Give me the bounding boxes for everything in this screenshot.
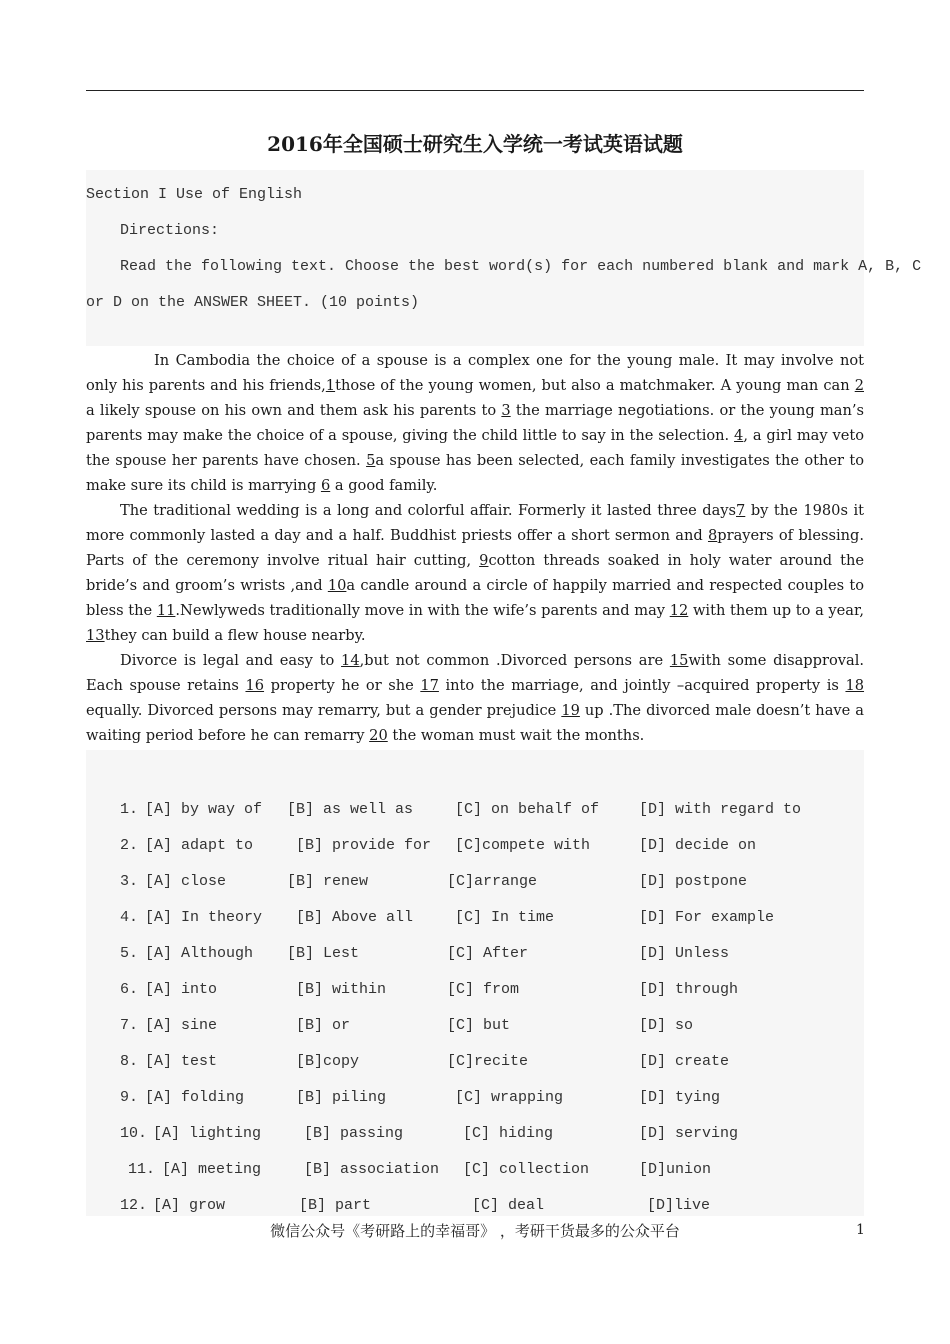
option-d: [D] For example bbox=[639, 909, 775, 926]
option-row bbox=[86, 1125, 864, 1149]
option-a: [A] test bbox=[145, 1053, 218, 1070]
section-header-box bbox=[86, 170, 922, 346]
passage-paragraph-3: Divorce is legal and easy to 14,but not common .Divorced persons are 15with some disapproval. Each spouse retains 16 property he or she 17 into the marriage, and jointly –acquired property is 18 equally. Divorced persons may remarry, but a gender prejudice 19 up .The divorced male doesn’t have a waiting period before he can remarry 20 the woman must wait the months. bbox=[86, 652, 865, 744]
option-number: 7. bbox=[120, 1017, 139, 1034]
option-a: [A] grow bbox=[153, 1197, 226, 1214]
option-row bbox=[86, 909, 864, 933]
blank-4: 4 bbox=[734, 427, 744, 444]
blank-8: 8 bbox=[707, 527, 718, 544]
blank-6: 6 bbox=[320, 477, 331, 494]
instructions-line-1: Read the following text. Choose the best word(s) for each numbered blank and mark A, B, C bbox=[120, 258, 922, 275]
option-c: [C] collection bbox=[463, 1161, 590, 1178]
option-b: [B] Lest bbox=[287, 945, 360, 962]
section-heading: Section I Use of English bbox=[86, 186, 303, 203]
directions-label: Directions: bbox=[120, 222, 220, 239]
option-c: [C] on behalf of bbox=[455, 801, 600, 818]
option-a: [A] into bbox=[145, 981, 218, 998]
blank-12: 12 bbox=[669, 602, 689, 619]
option-b: [B] renew bbox=[287, 873, 369, 890]
page-number: 1 bbox=[856, 1222, 865, 1238]
option-number: 11. bbox=[128, 1161, 156, 1178]
option-d: [D] postpone bbox=[639, 873, 748, 890]
option-number: 9. bbox=[120, 1089, 139, 1106]
option-row bbox=[86, 1197, 864, 1221]
option-row bbox=[86, 801, 864, 825]
option-b: [B] within bbox=[296, 981, 387, 998]
option-d: [D] so bbox=[639, 1017, 694, 1034]
option-row bbox=[86, 837, 864, 861]
passage bbox=[86, 348, 864, 748]
option-b: [B] provide for bbox=[296, 837, 432, 854]
blank-14: 14 bbox=[341, 652, 360, 669]
option-b: [B] association bbox=[304, 1161, 440, 1178]
instructions-line-2: or D on the ANSWER SHEET. (10 points) bbox=[86, 294, 420, 311]
option-a: [A] sine bbox=[145, 1017, 218, 1034]
option-b: [B] as well as bbox=[287, 801, 414, 818]
option-number: 8. bbox=[120, 1053, 139, 1070]
option-a: [A] adapt to bbox=[145, 837, 254, 854]
option-c: [C]compete with bbox=[455, 837, 591, 854]
blank-13: 13 bbox=[86, 627, 105, 644]
blank-3: 3 bbox=[501, 402, 511, 419]
option-a: [A] In theory bbox=[145, 909, 263, 926]
option-a: [A] by way of bbox=[145, 801, 263, 818]
option-row bbox=[86, 1017, 864, 1041]
option-d: [D] tying bbox=[639, 1089, 721, 1106]
option-d: [D]live bbox=[647, 1197, 711, 1214]
option-c: [C] In time bbox=[455, 909, 555, 926]
option-number: 3. bbox=[120, 873, 139, 890]
option-d: [D] through bbox=[639, 981, 739, 998]
option-row bbox=[86, 873, 864, 897]
option-c: [C]arrange bbox=[447, 873, 538, 890]
blank-11: 11 bbox=[156, 602, 176, 619]
option-d: [D] serving bbox=[639, 1125, 739, 1142]
blank-5: 5 bbox=[366, 452, 376, 469]
option-number: 2. bbox=[120, 837, 139, 854]
passage-paragraph-1: In Cambodia the choice of a spouse is a complex one for the young male. It may involve not only his parents and his friends,1those of the young women, but also a matchmaker. A young man can 2 a likely spouse on his own and them ask his parents to 3 the marriage negotiations. or the young man’s parents may make the choice of a spouse, giving the child little to say in the selection. 4, a girl may veto the spouse her parents have chosen. 5a spouse has been selected, each family investigates the other to make sure its child is marrying 6 a good family. bbox=[86, 352, 865, 494]
option-number: 5. bbox=[120, 945, 139, 962]
option-number: 6. bbox=[120, 981, 139, 998]
option-d: [D] decide on bbox=[639, 837, 757, 854]
option-a: [A] close bbox=[145, 873, 227, 890]
blank-10: 10 bbox=[327, 577, 347, 594]
option-d: [D]union bbox=[639, 1161, 712, 1178]
option-row bbox=[86, 1053, 864, 1077]
option-c: [C]recite bbox=[447, 1053, 529, 1070]
options-box bbox=[86, 750, 864, 1216]
option-d: [D] Unless bbox=[639, 945, 730, 962]
option-row bbox=[86, 1089, 864, 1113]
top-rule bbox=[86, 90, 864, 91]
page-title: 2016年全国硕士研究生入学统一考试英语试题 bbox=[267, 132, 683, 156]
option-a: [A] lighting bbox=[153, 1125, 262, 1142]
blank-19: 19 bbox=[561, 702, 580, 719]
blank-16: 16 bbox=[245, 677, 265, 694]
option-c: [C] but bbox=[447, 1017, 511, 1034]
passage-paragraph-2: The traditional wedding is a long and colorful affair. Formerly it lasted three days7 by the 1980s it more commonly lasted a day and a half. Buddhist priests offer a short sermon and 8prayers of blessing. Parts of the ceremony involve ritual hair cutting, 9cotton threads soaked in holy water around the bride’s and groom’s wrists ,and 10a candle around a circle of happily married and respected couples to bless the 11.Newlyweds traditionally move in with the wife’s parents and may 12 with them up to a year, 13they can build a flew house nearby. bbox=[86, 502, 865, 644]
blank-15: 15 bbox=[669, 652, 689, 669]
blank-18: 18 bbox=[845, 677, 865, 694]
blank-7: 7 bbox=[736, 502, 746, 519]
option-c: [C] wrapping bbox=[455, 1089, 564, 1106]
option-a: [A] meeting bbox=[162, 1161, 262, 1178]
option-d: [D] create bbox=[639, 1053, 730, 1070]
option-row bbox=[86, 1161, 864, 1185]
footer-text: 微信公众号《考研路上的幸福哥》 ，考研干货最多的公众平台 bbox=[270, 1222, 680, 1240]
option-c: [C] After bbox=[447, 945, 529, 962]
option-c: [C] from bbox=[447, 981, 520, 998]
blank-1: 1 bbox=[325, 377, 336, 394]
option-b: [B] piling bbox=[296, 1089, 387, 1106]
option-number: 4. bbox=[120, 909, 139, 926]
option-row bbox=[86, 981, 864, 1005]
option-b: [B] passing bbox=[304, 1125, 404, 1142]
option-c: [C] deal bbox=[472, 1197, 545, 1214]
option-b: [B] or bbox=[296, 1017, 351, 1034]
option-b: [B] part bbox=[299, 1197, 372, 1214]
option-a: [A] folding bbox=[145, 1089, 245, 1106]
option-b: [B]copy bbox=[296, 1053, 360, 1070]
option-b: [B] Above all bbox=[296, 909, 414, 926]
option-row bbox=[86, 945, 864, 969]
option-number: 10. bbox=[120, 1125, 148, 1142]
blank-2: 2 bbox=[854, 377, 864, 394]
option-number: 1. bbox=[120, 801, 139, 818]
option-d: [D] with regard to bbox=[639, 801, 802, 818]
blank-20: 20 bbox=[369, 727, 388, 744]
option-number: 12. bbox=[120, 1197, 148, 1214]
blank-9: 9 bbox=[479, 552, 489, 569]
option-a: [A] Although bbox=[145, 945, 254, 962]
blank-17: 17 bbox=[420, 677, 439, 694]
option-c: [C] hiding bbox=[463, 1125, 554, 1142]
